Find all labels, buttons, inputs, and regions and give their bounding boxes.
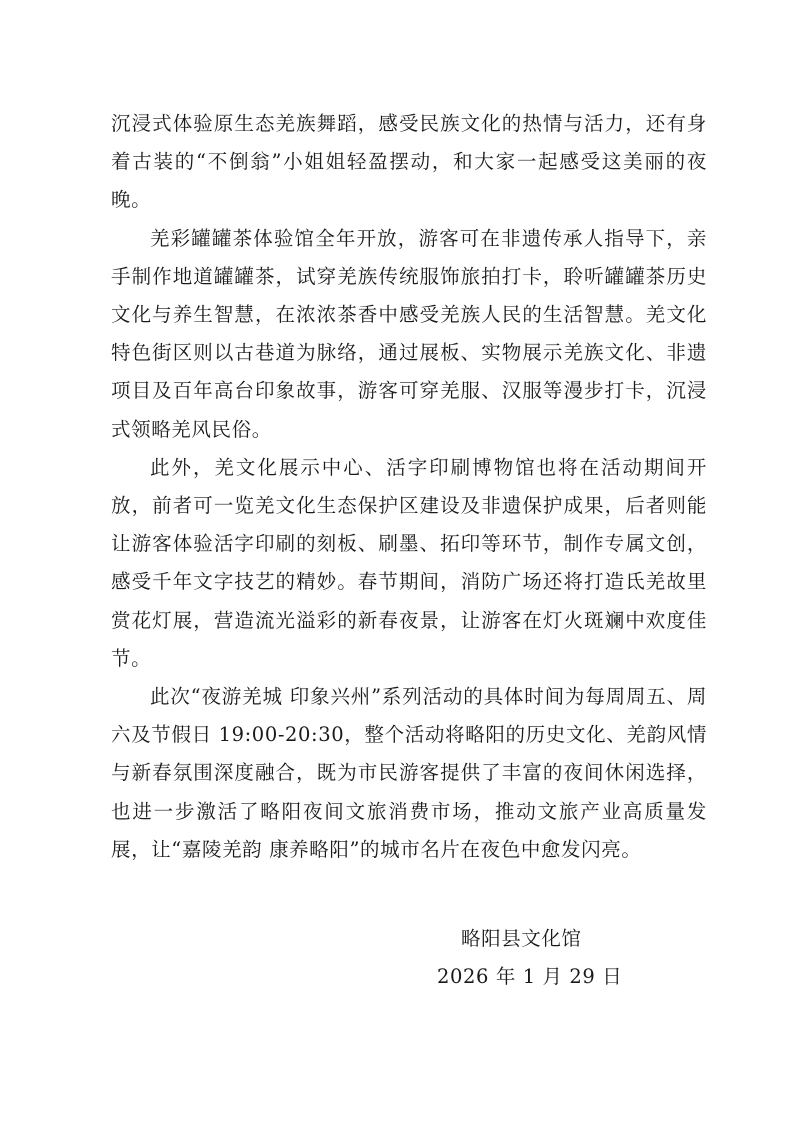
paragraph-tea-house: 羌彩罐罐茶体验馆全年开放，游客可在非遗传承人指导下，亲手制作地道罐罐茶，试穿羌族传统服饰旅拍打卡，聆听罐罐茶历史文化与养生智慧，在浓浓茶香中感受羌族人民的生活智慧。羌文化特色街区则以古巷道为脉络，通过展板、实物展示羌族文化、非遗项目及百年高台印象故事，游客可穿羌服、汉服等漫步打卡，沉浸式领略羌风民俗。 — [111, 226, 707, 441]
paragraph-schedule: 此次“夜游羌城 印象兴州”系列活动的具体时间为每周周五、周六及节假日 19:00-20:30，整个活动将略阳的历史文化、羌韵风情与新春氛围深度融合，既为市民游客提供了丰富的夜间休闲选择，也进一步激活了略阳夜间文旅消费市场，推动文旅产业高质量发展，让“嘉陵羌韵 康养略阳”的城市名片在夜色中愈发闪亮。 — [111, 685, 707, 861]
paragraph-exhibition: 此外，羌文化展示中心、活字印刷博物馆也将在活动期间开放，前者可一览羌文化生态保护区建设及非遗保护成果，后者则能让游客体验活字印刷的刻板、刷墨、拓印等环节，制作专属文创，感受千年文字技艺的精妙。春节期间，消防广场还将打造氐羌故里赏花灯展，营造流光溢彩的新春夜景，让游客在灯火斑斓中欢度佳节。 — [111, 455, 707, 670]
paragraph-continuation: 沉浸式体验原生态羌族舞蹈，感受民族文化的热情与活力，还有身着古装的“不倒翁”小姐姐轻盈摆动，和大家一起感受这美丽的夜晚。 — [111, 112, 707, 212]
signature-organization: 略阳县文化馆 — [461, 927, 582, 950]
signature-date: 2026 年 1 月 29 日 — [437, 965, 623, 988]
document-body — [111, 105, 707, 869]
